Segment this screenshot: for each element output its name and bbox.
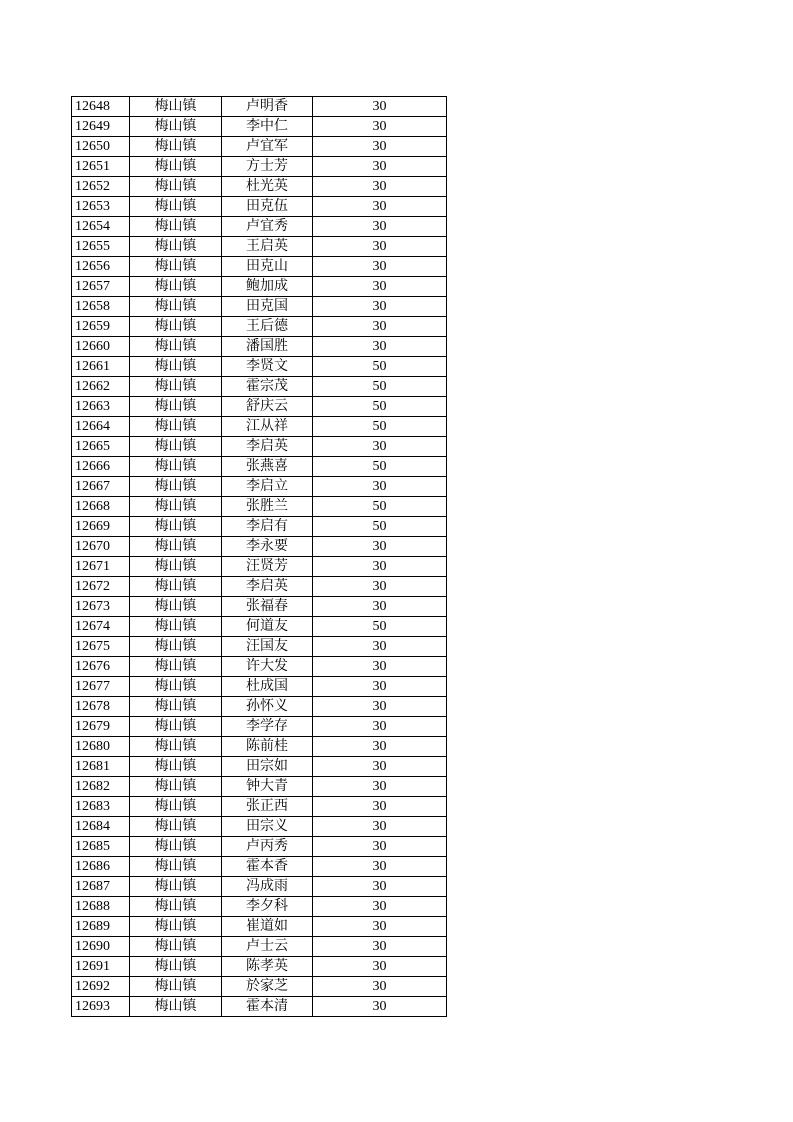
town-cell: 梅山镇 — [130, 377, 222, 397]
town-cell: 梅山镇 — [130, 837, 222, 857]
row-id-cell: 12651 — [72, 157, 130, 177]
town-cell: 梅山镇 — [130, 297, 222, 317]
person-name-cell: 陈孝英 — [222, 957, 313, 977]
row-id-cell: 12653 — [72, 197, 130, 217]
row-id-cell: 12681 — [72, 757, 130, 777]
row-id-cell: 12662 — [72, 377, 130, 397]
person-name-cell: 卢宜军 — [222, 137, 313, 157]
person-name-cell: 陈前桂 — [222, 737, 313, 757]
person-name-cell: 孙怀义 — [222, 697, 313, 717]
amount-cell: 30 — [313, 657, 447, 677]
person-name-cell: 王启英 — [222, 237, 313, 257]
table-row — [72, 737, 447, 757]
amount-cell: 30 — [313, 217, 447, 237]
town-cell: 梅山镇 — [130, 457, 222, 477]
table-body — [72, 97, 447, 1017]
amount-cell: 30 — [313, 717, 447, 737]
person-name-cell: 李学存 — [222, 717, 313, 737]
table-row — [72, 757, 447, 777]
amount-cell: 30 — [313, 777, 447, 797]
person-name-cell: 鲍加成 — [222, 277, 313, 297]
town-cell: 梅山镇 — [130, 437, 222, 457]
person-name-cell: 霍本香 — [222, 857, 313, 877]
row-id-cell: 12690 — [72, 937, 130, 957]
row-id-cell: 12685 — [72, 837, 130, 857]
table-row — [72, 557, 447, 577]
town-cell: 梅山镇 — [130, 757, 222, 777]
table-row — [72, 997, 447, 1017]
person-name-cell: 卢丙秀 — [222, 837, 313, 857]
person-name-cell: 杜成国 — [222, 677, 313, 697]
row-id-cell: 12654 — [72, 217, 130, 237]
amount-cell: 30 — [313, 977, 447, 997]
town-cell: 梅山镇 — [130, 937, 222, 957]
table-row — [72, 717, 447, 737]
table-row — [72, 837, 447, 857]
person-name-cell: 张福春 — [222, 597, 313, 617]
amount-cell: 50 — [313, 397, 447, 417]
amount-cell: 30 — [313, 877, 447, 897]
amount-cell: 50 — [313, 377, 447, 397]
person-name-cell: 潘国胜 — [222, 337, 313, 357]
amount-cell: 30 — [313, 97, 447, 117]
table-row — [72, 377, 447, 397]
amount-cell: 30 — [313, 957, 447, 977]
table-row — [72, 177, 447, 197]
town-cell: 梅山镇 — [130, 737, 222, 757]
person-name-cell: 霍宗茂 — [222, 377, 313, 397]
person-name-cell: 李贤文 — [222, 357, 313, 377]
table-row — [72, 597, 447, 617]
amount-cell: 30 — [313, 837, 447, 857]
town-cell: 梅山镇 — [130, 897, 222, 917]
amount-cell: 30 — [313, 737, 447, 757]
row-id-cell: 12656 — [72, 257, 130, 277]
amount-cell: 30 — [313, 817, 447, 837]
table-row — [72, 497, 447, 517]
town-cell: 梅山镇 — [130, 157, 222, 177]
table-row — [72, 157, 447, 177]
amount-cell: 50 — [313, 357, 447, 377]
amount-cell: 30 — [313, 117, 447, 137]
table-row — [72, 657, 447, 677]
person-name-cell: 李永要 — [222, 537, 313, 557]
row-id-cell: 12659 — [72, 317, 130, 337]
row-id-cell: 12674 — [72, 617, 130, 637]
table-row — [72, 537, 447, 557]
town-cell: 梅山镇 — [130, 497, 222, 517]
person-name-cell: 汪国友 — [222, 637, 313, 657]
row-id-cell: 12676 — [72, 657, 130, 677]
town-cell: 梅山镇 — [130, 197, 222, 217]
town-cell: 梅山镇 — [130, 117, 222, 137]
amount-cell: 30 — [313, 757, 447, 777]
town-cell: 梅山镇 — [130, 677, 222, 697]
person-name-cell: 冯成雨 — [222, 877, 313, 897]
table-row — [72, 277, 447, 297]
person-name-cell: 卢士云 — [222, 937, 313, 957]
amount-cell: 30 — [313, 897, 447, 917]
town-cell: 梅山镇 — [130, 957, 222, 977]
table-row — [72, 677, 447, 697]
amount-cell: 30 — [313, 857, 447, 877]
table-row — [72, 777, 447, 797]
person-name-cell: 李启英 — [222, 577, 313, 597]
town-cell: 梅山镇 — [130, 417, 222, 437]
amount-cell: 50 — [313, 617, 447, 637]
amount-cell: 30 — [313, 337, 447, 357]
row-id-cell: 12684 — [72, 817, 130, 837]
town-cell: 梅山镇 — [130, 857, 222, 877]
amount-cell: 30 — [313, 177, 447, 197]
row-id-cell: 12673 — [72, 597, 130, 617]
person-name-cell: 田克山 — [222, 257, 313, 277]
amount-cell: 30 — [313, 237, 447, 257]
town-cell: 梅山镇 — [130, 997, 222, 1017]
table-row — [72, 697, 447, 717]
row-id-cell: 12689 — [72, 917, 130, 937]
row-id-cell: 12666 — [72, 457, 130, 477]
town-cell: 梅山镇 — [130, 137, 222, 157]
person-name-cell: 李启有 — [222, 517, 313, 537]
town-cell: 梅山镇 — [130, 697, 222, 717]
town-cell: 梅山镇 — [130, 397, 222, 417]
town-cell: 梅山镇 — [130, 357, 222, 377]
amount-cell: 30 — [313, 277, 447, 297]
town-cell: 梅山镇 — [130, 577, 222, 597]
row-id-cell: 12648 — [72, 97, 130, 117]
town-cell: 梅山镇 — [130, 877, 222, 897]
row-id-cell: 12680 — [72, 737, 130, 757]
table-row — [72, 257, 447, 277]
person-name-cell: 张正西 — [222, 797, 313, 817]
table-row — [72, 477, 447, 497]
row-id-cell: 12667 — [72, 477, 130, 497]
row-id-cell: 12664 — [72, 417, 130, 437]
amount-cell: 30 — [313, 157, 447, 177]
row-id-cell: 12652 — [72, 177, 130, 197]
table-row — [72, 397, 447, 417]
amount-cell: 30 — [313, 997, 447, 1017]
table-row — [72, 817, 447, 837]
person-name-cell: 方士芳 — [222, 157, 313, 177]
table-row — [72, 237, 447, 257]
row-id-cell: 12677 — [72, 677, 130, 697]
row-id-cell: 12649 — [72, 117, 130, 137]
person-name-cell: 卢宜秀 — [222, 217, 313, 237]
town-cell: 梅山镇 — [130, 477, 222, 497]
town-cell: 梅山镇 — [130, 977, 222, 997]
town-cell: 梅山镇 — [130, 637, 222, 657]
row-id-cell: 12670 — [72, 537, 130, 557]
table-row — [72, 197, 447, 217]
person-name-cell: 於家芝 — [222, 977, 313, 997]
town-cell: 梅山镇 — [130, 517, 222, 537]
amount-cell: 30 — [313, 137, 447, 157]
town-cell: 梅山镇 — [130, 337, 222, 357]
person-name-cell: 何道友 — [222, 617, 313, 637]
person-name-cell: 田宗如 — [222, 757, 313, 777]
person-name-cell: 江从祥 — [222, 417, 313, 437]
row-id-cell: 12686 — [72, 857, 130, 877]
amount-cell: 30 — [313, 557, 447, 577]
town-cell: 梅山镇 — [130, 817, 222, 837]
town-cell: 梅山镇 — [130, 617, 222, 637]
amount-cell: 30 — [313, 937, 447, 957]
table-row — [72, 357, 447, 377]
amount-cell: 30 — [313, 797, 447, 817]
table-row — [72, 797, 447, 817]
table-row — [72, 317, 447, 337]
amount-cell: 50 — [313, 417, 447, 437]
amount-cell: 30 — [313, 917, 447, 937]
table-row — [72, 857, 447, 877]
person-name-cell: 王后德 — [222, 317, 313, 337]
table-row — [72, 337, 447, 357]
row-id-cell: 12661 — [72, 357, 130, 377]
person-name-cell: 舒庆云 — [222, 397, 313, 417]
table-row — [72, 137, 447, 157]
amount-cell: 30 — [313, 437, 447, 457]
person-name-cell: 李夕科 — [222, 897, 313, 917]
table-row — [72, 637, 447, 657]
amount-cell: 50 — [313, 517, 447, 537]
town-cell: 梅山镇 — [130, 237, 222, 257]
row-id-cell: 12660 — [72, 337, 130, 357]
row-id-cell: 12665 — [72, 437, 130, 457]
row-id-cell: 12682 — [72, 777, 130, 797]
row-id-cell: 12692 — [72, 977, 130, 997]
amount-cell: 30 — [313, 297, 447, 317]
amount-cell: 50 — [313, 497, 447, 517]
table-row — [72, 617, 447, 637]
amount-cell: 30 — [313, 597, 447, 617]
town-cell: 梅山镇 — [130, 597, 222, 617]
person-name-cell: 田宗义 — [222, 817, 313, 837]
row-id-cell: 12657 — [72, 277, 130, 297]
town-cell: 梅山镇 — [130, 557, 222, 577]
row-id-cell: 12650 — [72, 137, 130, 157]
town-cell: 梅山镇 — [130, 917, 222, 937]
town-cell: 梅山镇 — [130, 777, 222, 797]
table-row — [72, 437, 447, 457]
row-id-cell: 12672 — [72, 577, 130, 597]
town-cell: 梅山镇 — [130, 797, 222, 817]
amount-cell: 30 — [313, 317, 447, 337]
town-cell: 梅山镇 — [130, 537, 222, 557]
table-row — [72, 217, 447, 237]
row-id-cell: 12671 — [72, 557, 130, 577]
amount-cell: 30 — [313, 677, 447, 697]
town-cell: 梅山镇 — [130, 277, 222, 297]
row-id-cell: 12693 — [72, 997, 130, 1017]
person-name-cell: 田克伍 — [222, 197, 313, 217]
town-cell: 梅山镇 — [130, 717, 222, 737]
person-name-cell: 杜光英 — [222, 177, 313, 197]
row-id-cell: 12663 — [72, 397, 130, 417]
amount-cell: 30 — [313, 577, 447, 597]
town-cell: 梅山镇 — [130, 257, 222, 277]
row-id-cell: 12675 — [72, 637, 130, 657]
table-row — [72, 117, 447, 137]
table-row — [72, 917, 447, 937]
amount-cell: 30 — [313, 477, 447, 497]
amount-cell: 50 — [313, 457, 447, 477]
table-row — [72, 517, 447, 537]
person-name-cell: 张燕喜 — [222, 457, 313, 477]
town-cell: 梅山镇 — [130, 177, 222, 197]
table-row — [72, 97, 447, 117]
person-name-cell: 李中仁 — [222, 117, 313, 137]
amount-cell: 30 — [313, 537, 447, 557]
table-row — [72, 457, 447, 477]
table-row — [72, 297, 447, 317]
table-row — [72, 417, 447, 437]
amount-cell: 30 — [313, 257, 447, 277]
town-cell: 梅山镇 — [130, 97, 222, 117]
row-id-cell: 12669 — [72, 517, 130, 537]
person-name-cell: 许大发 — [222, 657, 313, 677]
row-id-cell: 12688 — [72, 897, 130, 917]
data-table — [71, 96, 447, 1017]
person-name-cell: 崔道如 — [222, 917, 313, 937]
table-row — [72, 577, 447, 597]
amount-cell: 30 — [313, 697, 447, 717]
table-row — [72, 957, 447, 977]
town-cell: 梅山镇 — [130, 217, 222, 237]
row-id-cell: 12678 — [72, 697, 130, 717]
amount-cell: 30 — [313, 197, 447, 217]
amount-cell: 30 — [313, 637, 447, 657]
person-name-cell: 李启立 — [222, 477, 313, 497]
person-name-cell: 张胜兰 — [222, 497, 313, 517]
row-id-cell: 12687 — [72, 877, 130, 897]
person-name-cell: 钟大青 — [222, 777, 313, 797]
table-row — [72, 877, 447, 897]
person-name-cell: 田克国 — [222, 297, 313, 317]
person-name-cell: 卢明香 — [222, 97, 313, 117]
row-id-cell: 12683 — [72, 797, 130, 817]
person-name-cell: 汪贤芳 — [222, 557, 313, 577]
row-id-cell: 12668 — [72, 497, 130, 517]
row-id-cell: 12679 — [72, 717, 130, 737]
row-id-cell: 12655 — [72, 237, 130, 257]
town-cell: 梅山镇 — [130, 657, 222, 677]
person-name-cell: 李启英 — [222, 437, 313, 457]
person-name-cell: 霍本清 — [222, 997, 313, 1017]
town-cell: 梅山镇 — [130, 317, 222, 337]
row-id-cell: 12658 — [72, 297, 130, 317]
table-row — [72, 937, 447, 957]
table-row — [72, 977, 447, 997]
table-row — [72, 897, 447, 917]
row-id-cell: 12691 — [72, 957, 130, 977]
